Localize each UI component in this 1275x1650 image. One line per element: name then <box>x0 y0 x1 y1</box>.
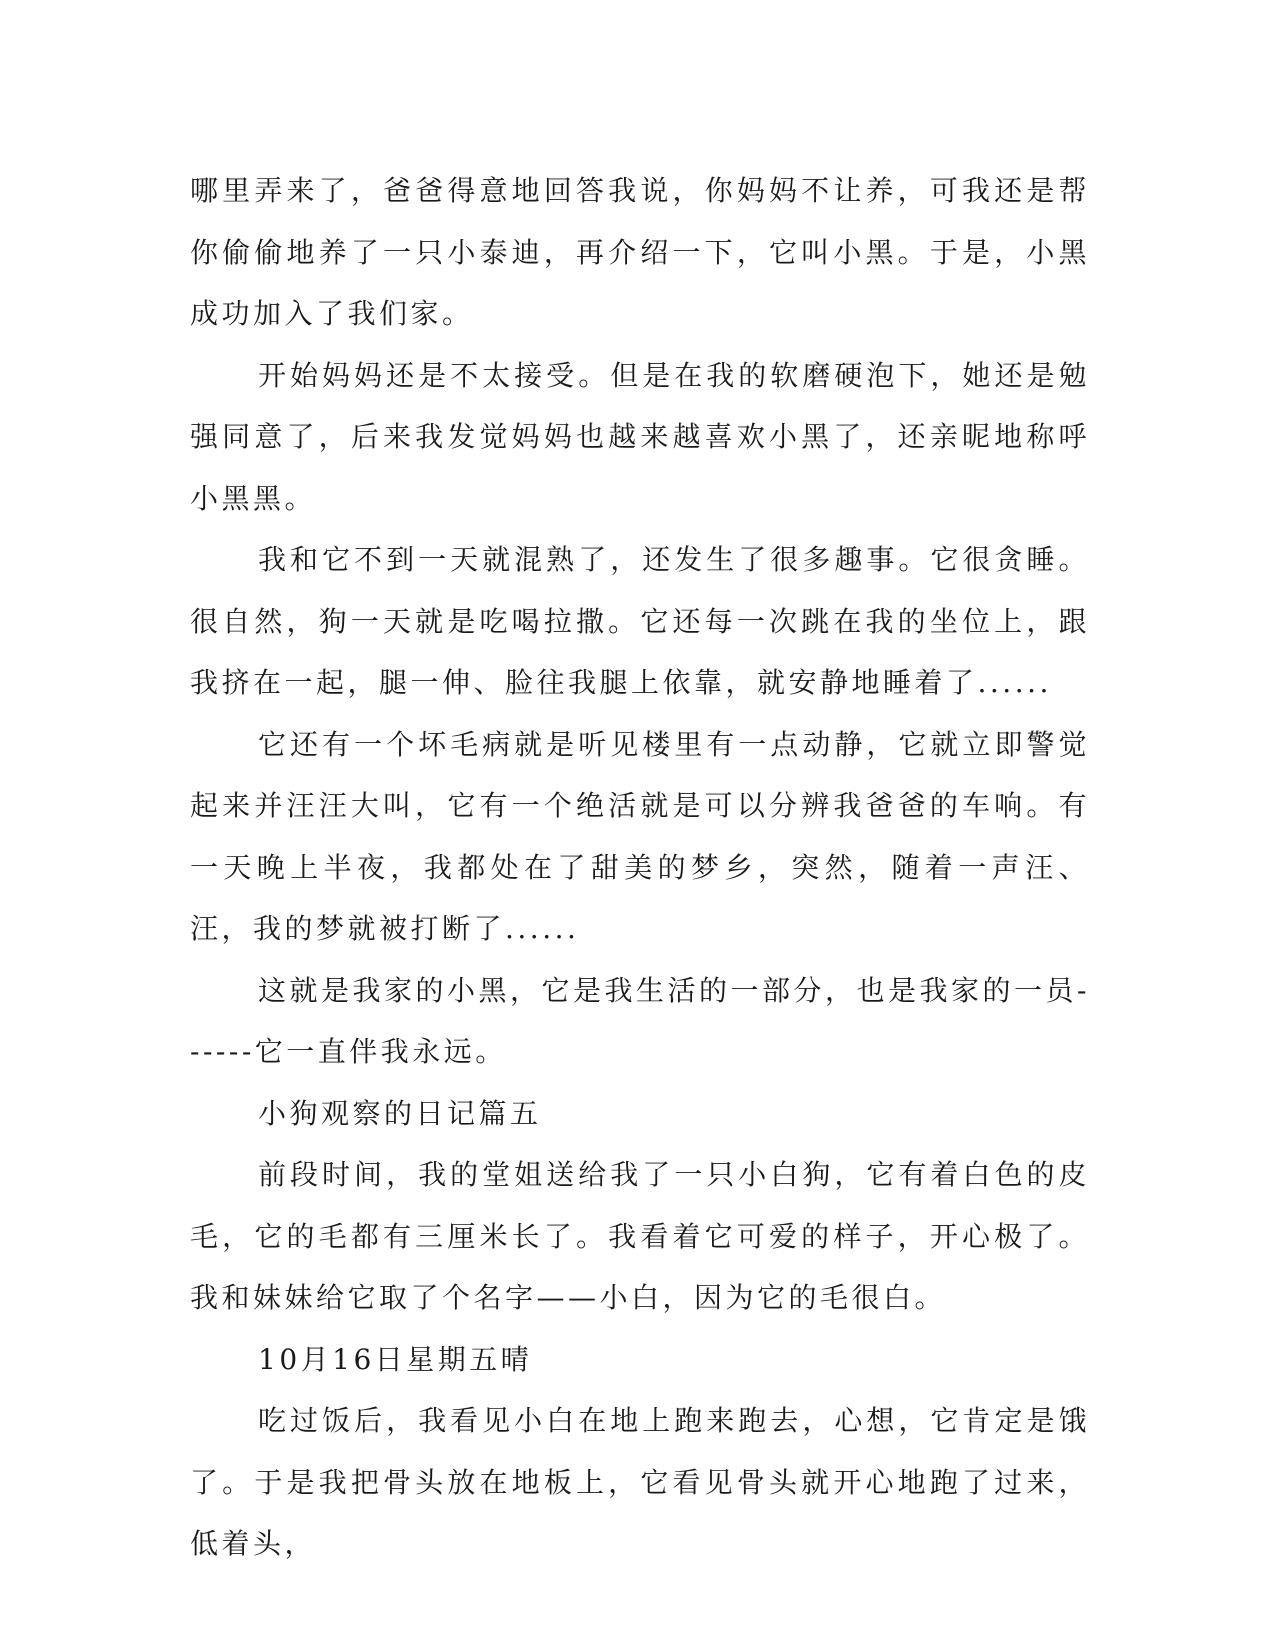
paragraph-fun-stories: 我和它不到一天就混熟了，还发生了很多趣事。它很贪睡。很自然，狗一天就是吃喝拉撒。它还每一次跳在我的坐位上，跟我挤在一起，腿一伸、脸往我腿上依靠，就安静地睡着了...... <box>190 543 1090 699</box>
paragraph-after-meal: 吃过饭后，我看见小白在地上跑来跑去，心想，它肯定是饿了。于是我把骨头放在地板上，它看见骨头就开心地跑了过来，低着头， <box>190 1404 1090 1560</box>
diary-date: 10月16日星期五晴 <box>258 1342 533 1376</box>
section-heading: 小狗观察的日记篇五 <box>258 1096 542 1130</box>
document-body <box>190 160 1090 1575</box>
paragraph-continuation: 哪里弄来了，爸爸得意地回答我说，你妈妈不让养，可我还是帮你偷偷地养了一只小泰迪，再介绍一下，它叫小黑。于是，小黑成功加入了我们家。 <box>190 174 1090 330</box>
paragraph-mom-accepts: 开始妈妈还是不太接受。但是在我的软磨硬泡下，她还是勉强同意了，后来我发觉妈妈也越来越喜欢小黑了，还亲昵地称呼小黑黑。 <box>190 358 1090 515</box>
paragraph-bad-habit: 它还有一个坏毛病就是听见楼里有一点动静，它就立即警觉起来并汪汪大叫，它有一个绝活就是可以分辨我爸爸的车响。有一天晚上半夜，我都处在了甜美的梦乡，突然，随着一声汪、汪，我的梦就被打断了...... <box>190 727 1090 945</box>
paragraph-little-white-dog: 前段时间，我的堂姐送给我了一只小白狗，它有着白色的皮毛，它的毛都有三厘米长了。我看着它可爱的样子，开心极了。我和妹妹给它取了个名字——小白，因为它的毛很白。 <box>190 1158 1090 1314</box>
paragraph-conclusion: 这就是我家的小黑，它是我生活的一部分，也是我家的一员------它一直伴我永远。 <box>190 973 1090 1068</box>
